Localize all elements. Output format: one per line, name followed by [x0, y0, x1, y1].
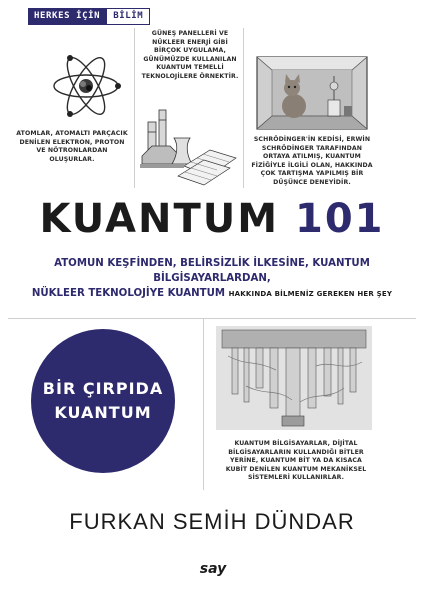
- author-name: FURKAN SEMİH DÜNDAR: [69, 509, 355, 534]
- subtitle-line-2-main: NÜKLEER TEKNOLOJİYE KUANTUM: [31, 288, 226, 299]
- series-label: [28, 8, 150, 25]
- divider-top-right: [243, 28, 244, 188]
- divider-mid-horizontal: [8, 318, 416, 319]
- badge-line-2: KUANTUM: [54, 403, 152, 422]
- book-title-word: KUANTUM: [39, 196, 280, 242]
- badge-line-1: BİR ÇIRPIDA: [42, 379, 164, 398]
- subtitle-line-2-small: HAKKINDA BİLMENİZ GEREKEN HER ŞEY: [228, 290, 393, 298]
- quantum-computer-illustration: [216, 326, 372, 430]
- book-title: [0, 196, 424, 242]
- series-label-right: BİLİM: [106, 8, 150, 25]
- publisher-logo: [196, 558, 230, 578]
- book-subtitle: [12, 256, 412, 302]
- note-atom: ATOMLAR, ATOMALTI PARÇACIK DENİLEN ELEKTRON, PROTON VE NÖTRONLARDAN OLUŞURLAR.: [16, 130, 128, 163]
- divider-top-left: [134, 28, 135, 188]
- note-quantum-computer: KUANTUM BİLGİSAYARLAR, DİJİTAL BİLGİSAYARLARIN KULLANDIĞI BİTLER YERİNE, KUANTUM BİT YA DA KISACA KUBİT DENİLEN KUANTUM MEKANİKSEL SİSTEMLERİ KULLANIRLAR.: [225, 440, 367, 482]
- subtitle-line-1: ATOMUN KEŞFİNDEN, BELİRSİZLİK İLKESİNE, KUANTUM BİLGİSAYARLARDAN,: [54, 258, 370, 284]
- book-title-number: 101: [294, 196, 385, 242]
- subtitle-line-2: [12, 286, 412, 302]
- schrodinger-cat-illustration: [256, 56, 368, 130]
- divider-bottom-vertical: [203, 318, 204, 490]
- note-energy: GÜNEŞ PANELLERİ VE NÜKLEER ENERJİ GİBİ BİRÇOK UYGULAMA, GÜNÜMÜZDE KULLANILAN KUANTUM TEMELLİ TEKNOLOJİLERE ÖRNEKTİR.: [141, 30, 239, 80]
- power-plant-illustration: [140, 88, 240, 186]
- series-badge: [31, 329, 175, 473]
- svg-text:say: say: [199, 561, 227, 577]
- note-schrodinger-cat: SCHRÖDİNGER'İN KEDİSİ, ERWİN SCHRÖDİNGER TARAFINDAN ORTAYA ATILMIŞ, KUANTUM FİZİĞİYLE İLGİLİ OLAN, HAKKINDA ÇOK TARTIŞMA YAPILMIŞ BİR DÜŞÜNCE DENEYİDİR.: [251, 136, 373, 186]
- series-label-left: HERKES İÇİN: [28, 8, 106, 25]
- atom-illustration: [50, 50, 122, 122]
